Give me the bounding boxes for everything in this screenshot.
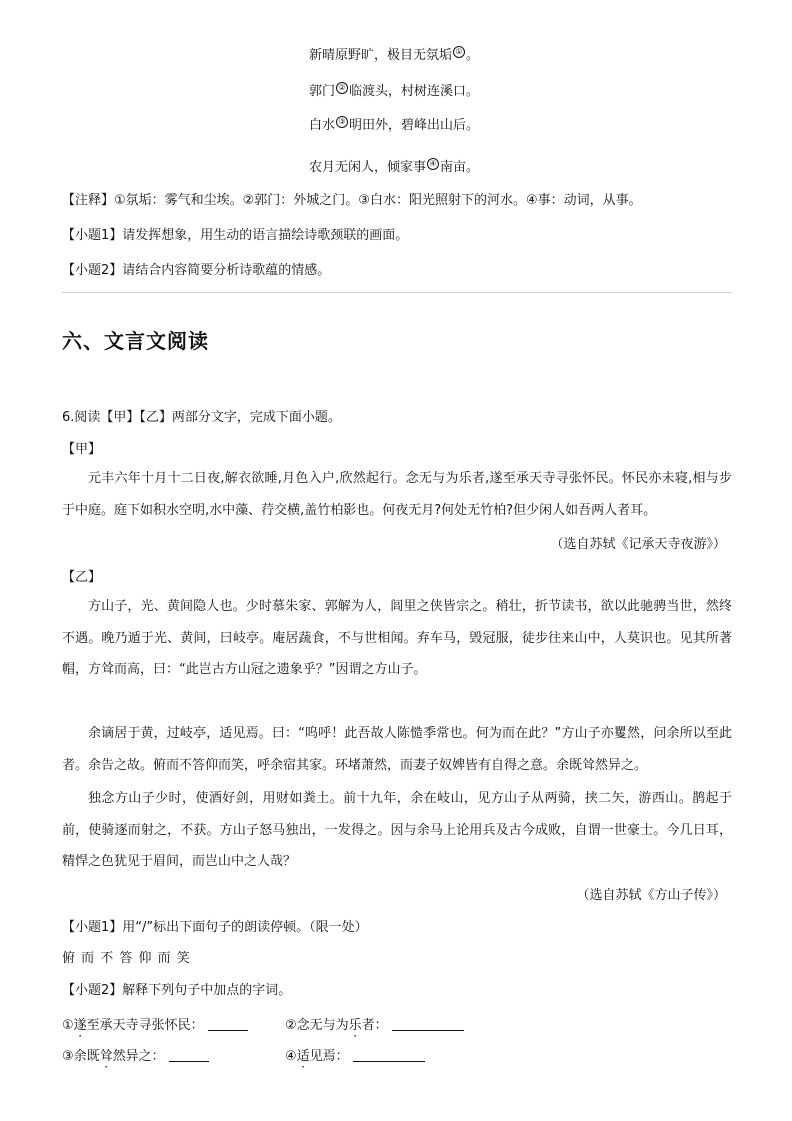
poem-line-2: [309, 80, 479, 99]
footnote-marker: ④: [427, 158, 439, 170]
dotted-word: 乐: [348, 1018, 362, 1033]
answer-blank[interactable]: [208, 1017, 248, 1031]
subquestion-2: 【小题2】解释下列句子中加点的字词。: [62, 983, 292, 998]
poem-text: 郭门: [309, 84, 336, 99]
vocab-item-4: [285, 1045, 425, 1064]
poem-line-4: [309, 156, 479, 175]
footnote-marker: ①: [453, 46, 465, 58]
dotted-word: 耸: [99, 1049, 113, 1064]
passage-yi-source: （选自苏轼《方山子传》）: [576, 888, 726, 903]
item-text: ③余既: [62, 1049, 100, 1064]
item-text: 至承天寺寻张怀民：: [86, 1018, 204, 1033]
passage-yi-label: 【乙】: [62, 570, 102, 585]
poem-text: 明田外，碧峰出山后。: [349, 118, 480, 133]
passage-jia-text: 元丰六年十月十二日夜,解衣欲睡,月色入户,欣然起行。念无与为乐者,遂至承天寺寻张怀民。怀民亦未寝,相与步于中庭。庭下如积水空明,水中藻、荇交横,盖竹柏影也。何夜无月?何处无竹柏?但少闲人如吾两人者耳。: [62, 471, 732, 518]
poem-text: 农月无闲人，倾家事: [309, 160, 427, 175]
poem-notes: 【注释】①氛垢：雾气和尘埃。②郭门：外城之门。③白水：阳光照射下的河水。④事：动词，从事。: [62, 193, 642, 208]
question-6-intro: 6.阅读【甲】【乙】两部分文字，完成下面小题。: [62, 410, 341, 425]
dotted-word: 适: [296, 1049, 310, 1064]
poem-text: 新晴原野旷，极目无氛垢: [309, 48, 453, 63]
section-divider: [62, 292, 732, 293]
item-number: ①: [62, 1018, 74, 1033]
item-text: 者：: [361, 1018, 388, 1033]
item-text: 见焉：: [309, 1049, 349, 1064]
poem-line-1: [309, 44, 479, 63]
poem-text: 白水: [309, 118, 336, 133]
vocab-item-1: [62, 1014, 248, 1033]
item-number: ④: [285, 1049, 297, 1064]
footnote-marker: ②: [336, 82, 348, 94]
footnote-marker: ③: [336, 116, 348, 128]
pause-sentence: 俯 而 不 答 仰 而 笑: [62, 951, 191, 966]
passage-jia-source: （选自苏轼《记承天寺夜游》）: [550, 537, 726, 552]
question-5-1: 【小题1】请发挥想象，用生动的语言描绘诗歌颈联的画面。: [62, 228, 409, 243]
passage-jia-label: 【甲】: [62, 442, 102, 457]
dotted-word: 遂: [73, 1018, 87, 1033]
poem-line-3: [309, 114, 479, 133]
poem-text: 南亩。: [440, 160, 480, 175]
question-5-2: 【小题2】请结合内容简要分析诗歌蕴的情感。: [62, 263, 331, 278]
answer-blank[interactable]: [392, 1017, 464, 1031]
passage-yi-paragraph-3: 独念方山子少时，使酒好剑，用财如粪土。前十九年，余在岐山，见方山子从两骑，挟二矢，游西山。鹊起于前，使骑逐而射之，不获。方山子怒马独出，一发得之。因与余马上论用兵及古今成败，自谓一世豪士。今几日耳，精悍之色犹见于眉间，而岂山中之人哉？: [62, 791, 732, 869]
answer-blank[interactable]: [353, 1048, 425, 1062]
passage-yi-paragraph-2: 余谪居于黄，过岐亭，适见焉。曰：“呜呼！此吾故人陈慥季常也。何为而在此？”方山子亦矍然，问余所以至此者。余告之故。俯而不答仰而笑，呼余宿其家。环堵萧然，而妻子奴婢皆有自得之意。余既耸然异之。: [62, 726, 732, 773]
item-text: 然异之：: [112, 1049, 165, 1064]
vocab-item-2: [285, 1014, 464, 1033]
poem-text: 。: [466, 48, 480, 63]
poem-text: 临渡头，村树连溪口。: [349, 84, 480, 99]
subquestion-1: 【小题1】用“/”标出下面句子的朗读停顿。（限一处）: [62, 920, 368, 935]
vocab-item-3: [62, 1045, 209, 1064]
passage-yi-paragraph-1: 方山子，光、黄间隐人也。少时慕朱家、郭解为人，闾里之侠皆宗之。稍壮，折节读书，欲以此驰骋当世，然终不遇。晚乃遁于光、黄间，曰岐亭。庵居蔬食，不与世相闻。弃车马，毁冠服，徒步往来山中，人莫识也。见其所著帽，方耸而高，曰：“此岂古方山冠之遗象乎？”因谓之方山子。: [62, 599, 732, 677]
section-title: 六、文言文阅读: [62, 329, 209, 353]
item-text: ②念无与为: [285, 1018, 349, 1033]
answer-blank[interactable]: [169, 1048, 209, 1062]
